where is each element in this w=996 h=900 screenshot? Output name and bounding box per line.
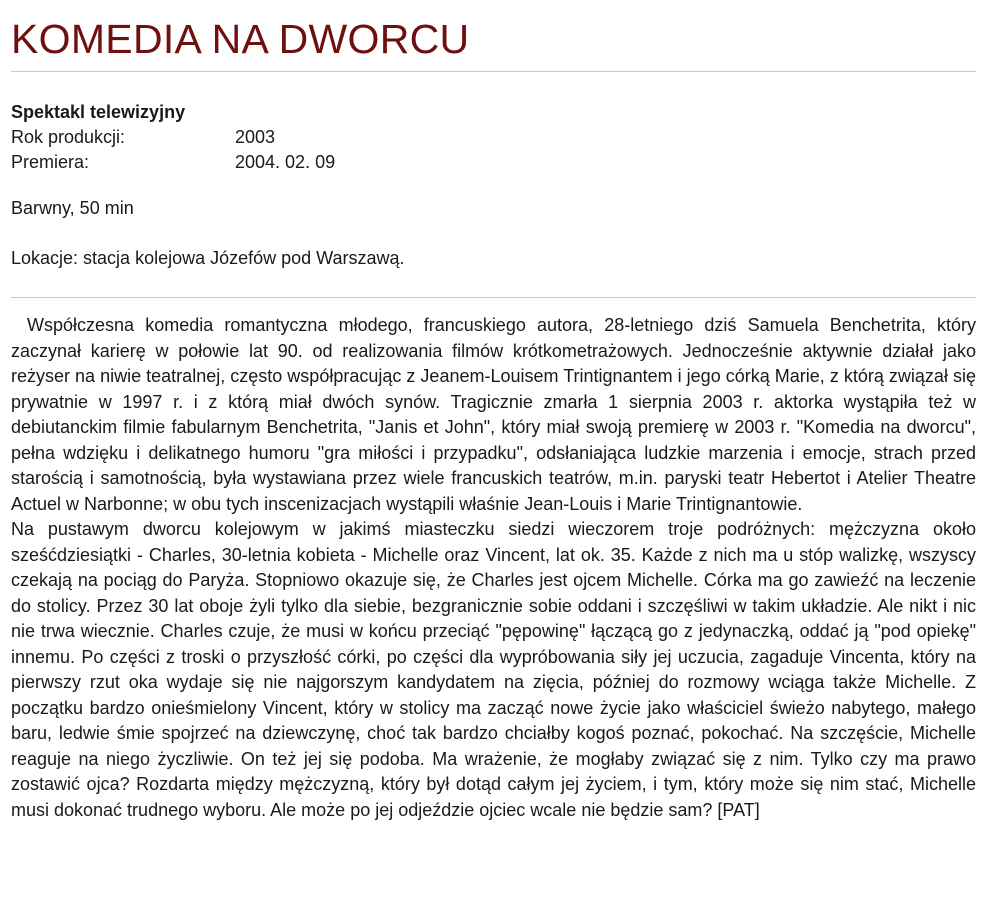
production-year-value: 2003: [235, 127, 276, 147]
production-year-label: Rok produkcji:: [11, 127, 126, 147]
title-divider: [11, 71, 976, 72]
color-duration: Barwny, 50 min: [11, 198, 134, 218]
description-paragraph-2: Na pustawym dworcu kolejowym w jakimś miasteczku siedzi wieczorem troje podróżnych: mężczyzna około sześćdziesiątki - Charles, 30-letnia kobieta - Michelle oraz Vincent, lat ok. 35. Każde z nich ma u stóp walizkę, wszyscy czekają na pociąg do Paryża. Stopniowo okazuje się, że Charles jest ojcem Michelle. Córka ma go zawieźć na leczenie do stolicy. Przez 30 lat oboje żyli tylko dla siebie, bezgranicznie sobie oddani i szczęśliwi w takim układzie. Ale nikt i nic nie trwa wiecznie. Charles czuje, że musi w końcu przeciąć "pępowinę" łączącą go z jedynaczką, oddać ją "pod opiekę" innemu. Po części z troski o przyszłość córki, po części dla wypróbowania siły jej uczucia, zagaduje Vincenta, który na pierwszy rzut oka wydaje się nie najgorszym kandydatem na zięcia, później do rozmowy wciąga także Michelle. Z początku bardzo onieśmielony Vincent, który w stolicy ma zacząć nowe życie jako właściciel świeżo nabytego, małego baru, ledwie śmie spojrzeć na dziewczynę, choć tak bardzo chciałby kogoś poznać, pokochać. Na szczęście, Michelle reaguje na niego życzliwie. On też jej się podoba. Ma wrażenie, że mogłaby związać się z nim. Tylko czy ma prawo zostawić ojca? Rozdarta między mężczyzną, który był dotąd całym jej życiem, i tym, który może się nim stać, Michelle musi dokonać trudnego wyboru. Ale może po jej odjeździe ojciec wcale nie będzie sam? [PAT]: [11, 519, 976, 820]
content-divider: [11, 297, 976, 298]
production-info: [11, 100, 976, 175]
premiere-row: [11, 150, 976, 175]
description-paragraph-1: Współczesna komedia romantyczna młodego, francuskiego autora, 28-letniego dziś Samuela Benchetrita, który zaczynał karierę w połowie lat 90. od realizowania filmów krótkometrażowych. Jednocześnie aktywnie działał jako reżyser na niwie teatralnej, często współpracując z Jeanem-Louisem Trintignantem i jego córką Marie, z którą związał się prywatnie w 1997 r. i z którą miał dwóch synów. Tragicznie zmarła 1 sierpnia 2003 r. aktorka wystąpiła też w debiutanckim filmie fabularnym Benchetrita, "Janis et John", który miał swoją premierę w 2003 r. "Komedia na dworcu", pełna wdzięku i delikatnego humoru "gra miłości i przypadku", odsłaniająca ludzkie marzenia i emocje, strach przed starością i samotnością, była wystawiana przez wiele francuskich teatrów, m.in. paryski teatr Hebertot i Atelier Theatre Actuel w Narbonne; w obu tych inscenizacjach wystąpili właśnie Jean-Louis i Marie Trintignantowie.: [11, 315, 976, 514]
article: [11, 0, 976, 823]
locations: Lokacje: stacja kolejowa Józefów pod Warszawą.: [11, 248, 405, 268]
description: [11, 313, 976, 823]
premiere-value: 2004. 02. 09: [235, 152, 336, 172]
production-type: Spektakl telewizyjny: [11, 102, 186, 122]
production-year-row: [11, 125, 976, 150]
page-title: KOMEDIA NA DWORCU: [11, 16, 470, 62]
premiere-label: Premiera:: [11, 152, 90, 172]
